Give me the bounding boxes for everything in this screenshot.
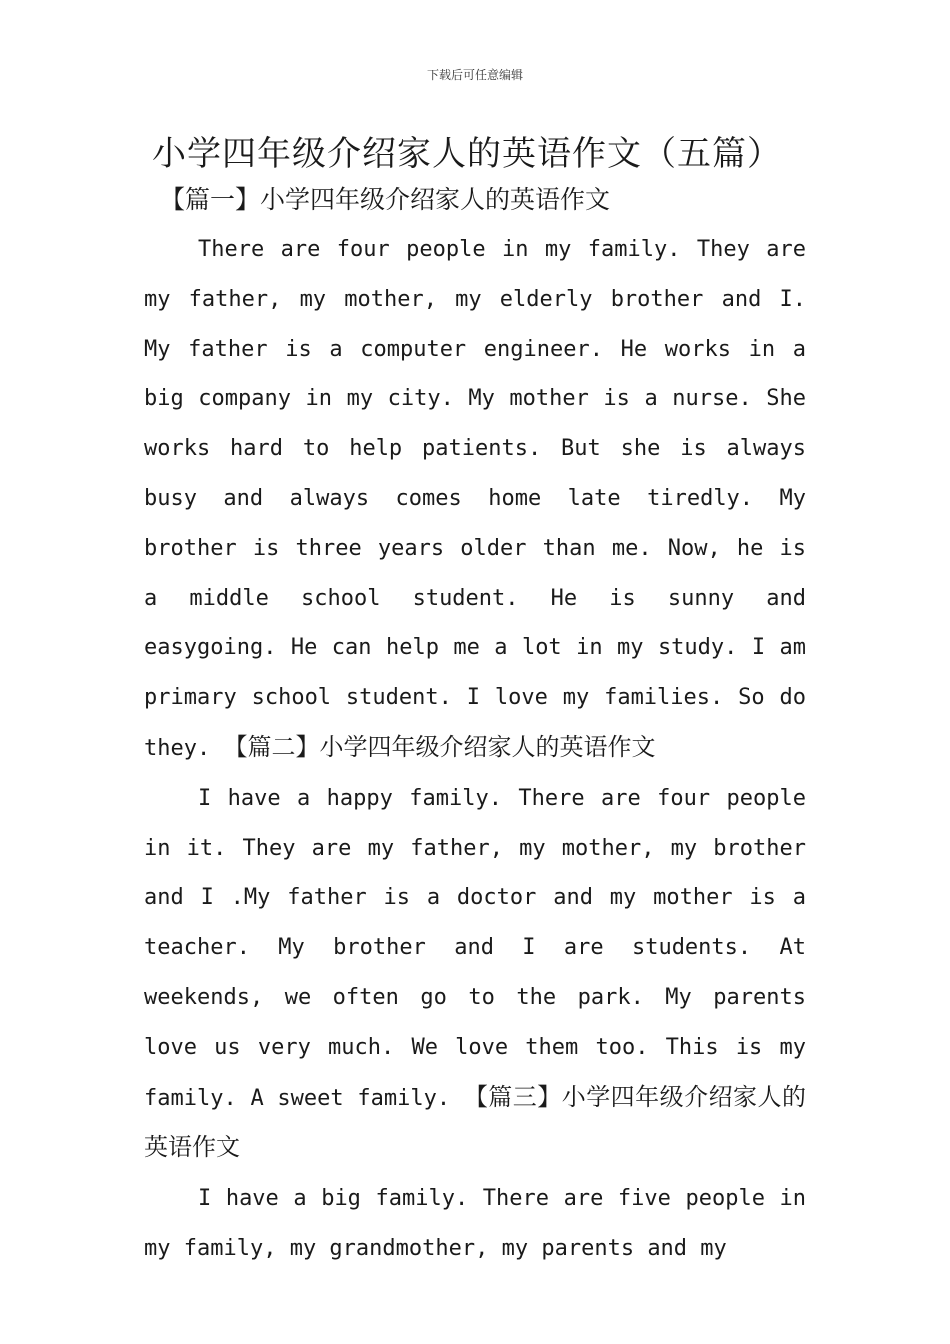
section-heading-1: 【篇一】小学四年级介绍家人的英语作文 [160,185,611,214]
essay-paragraph-2 [144,774,806,1174]
essay-text-1: There are four people in my family. They are my father, my mother, my elderly brother and I. My father is a computer engineer. He works in a big company in my city. My mother is a nurse. She works hard to help patients. But she is always busy and always comes home late tiredly. My brother is three years older than me. Now, he is a middle school student. He is sunny and easygoing. He can help me a lot in my study. I am primary school student. I love my families. So do they. [144,237,806,761]
section-heading-2: 【篇二】小学四年级介绍家人的英语作文 [223,732,656,761]
essay-text-2: I have a happy family. There are four people in it. They are my father, my mother, my brother and I .My father is a doctor and my mother is a teacher. My brother and I are students. At weekends, we often go to the park. My parents love us very much. We love them too. This is my family. A sweet family. [144,785,806,1111]
header-note: 下载后可任意编辑 [426,68,523,82]
document-title: 小学四年级介绍家人的英语作文（五篇） [152,134,782,174]
essay-paragraph-1 [144,225,806,774]
section-heading-3: 【篇三】小学四年级介绍家人的英语作文 [144,1082,807,1162]
essay-paragraph-3 [144,1174,806,1274]
essay-text-3: I have a big family. There are five people in my family, my grandmother, my parents and my [144,1186,806,1261]
document-body [144,225,806,1274]
